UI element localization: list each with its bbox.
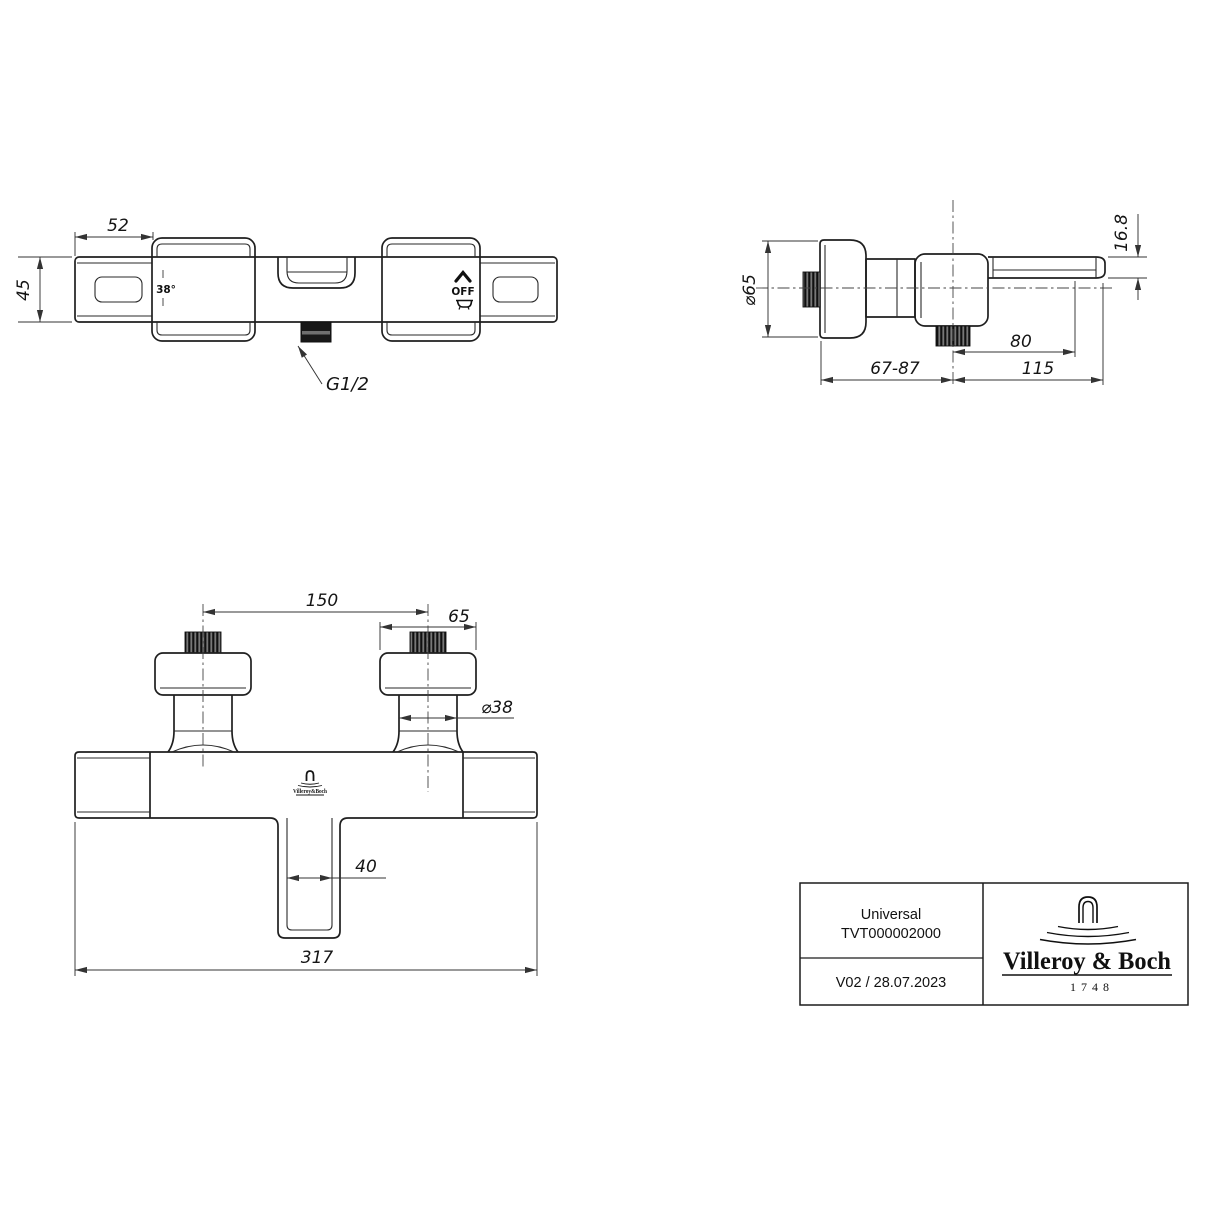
brand-year: 1748 xyxy=(1070,980,1114,994)
article-number: TVT000002000 xyxy=(841,926,941,942)
title-block xyxy=(800,883,1188,1005)
revision-date: V02 / 28.07.2023 xyxy=(835,975,947,991)
body-brand-mark xyxy=(293,771,327,795)
bar-end-detail-lines-rear xyxy=(77,758,535,812)
inlet-nipple xyxy=(803,272,820,307)
dim-150 xyxy=(203,591,428,612)
dim-80-label: 80 xyxy=(1010,332,1032,352)
dim-d38-label: ⌀38 xyxy=(481,698,513,718)
temp-stop-marking xyxy=(156,270,176,306)
dim-d65-label: ⌀65 xyxy=(740,274,760,306)
bar-end-detail-lines xyxy=(77,263,555,316)
thread-label: G1/2 xyxy=(326,374,369,395)
chevron-up-icon xyxy=(456,273,470,282)
dim-52-label: 52 xyxy=(107,216,129,236)
off-label: OFF xyxy=(451,286,475,298)
dim-40 xyxy=(287,857,386,878)
dim-40-label: 40 xyxy=(355,857,377,877)
dim-45-label: 45 xyxy=(14,279,34,301)
temp-38-label: 38° xyxy=(156,284,176,296)
left-end-button xyxy=(95,277,142,302)
dim-317 xyxy=(75,822,537,976)
dim-80 xyxy=(953,281,1075,357)
front-view xyxy=(14,216,557,395)
off-marking xyxy=(451,273,474,310)
dim-115-label: 115 xyxy=(1021,359,1055,379)
bathtub-icon xyxy=(456,301,473,310)
spout-inner-channel xyxy=(287,818,332,930)
dim-16-8-label: 16.8 xyxy=(1112,214,1132,252)
dim-150-label: 150 xyxy=(305,591,339,611)
brand-name: Villeroy & Boch xyxy=(1003,948,1172,975)
dim-317-label: 317 xyxy=(300,948,334,968)
outlet-nipple xyxy=(301,322,331,342)
product-name: Universal xyxy=(860,907,922,923)
dim-67-87-label: 67-87 xyxy=(870,359,920,379)
rear-view xyxy=(75,591,537,976)
brand-arch-mini-icon xyxy=(298,771,322,787)
dim-67-87 xyxy=(821,341,953,385)
side-view xyxy=(740,200,1147,385)
right-end-button xyxy=(493,277,538,302)
shower-bracket xyxy=(278,257,355,288)
dim-45 xyxy=(14,257,72,322)
thread-callout xyxy=(298,346,369,395)
dim-65-label: 65 xyxy=(448,607,470,627)
dim-16-8 xyxy=(1108,214,1147,300)
lever-bar xyxy=(988,257,1105,278)
body-brand-text: Villeroy&Boch xyxy=(293,788,328,795)
bar-end-dividers xyxy=(150,752,463,818)
wall-flange xyxy=(820,240,866,338)
handle-block xyxy=(915,254,988,326)
mixer-bar-outline xyxy=(75,257,557,322)
dim-52 xyxy=(75,216,153,256)
